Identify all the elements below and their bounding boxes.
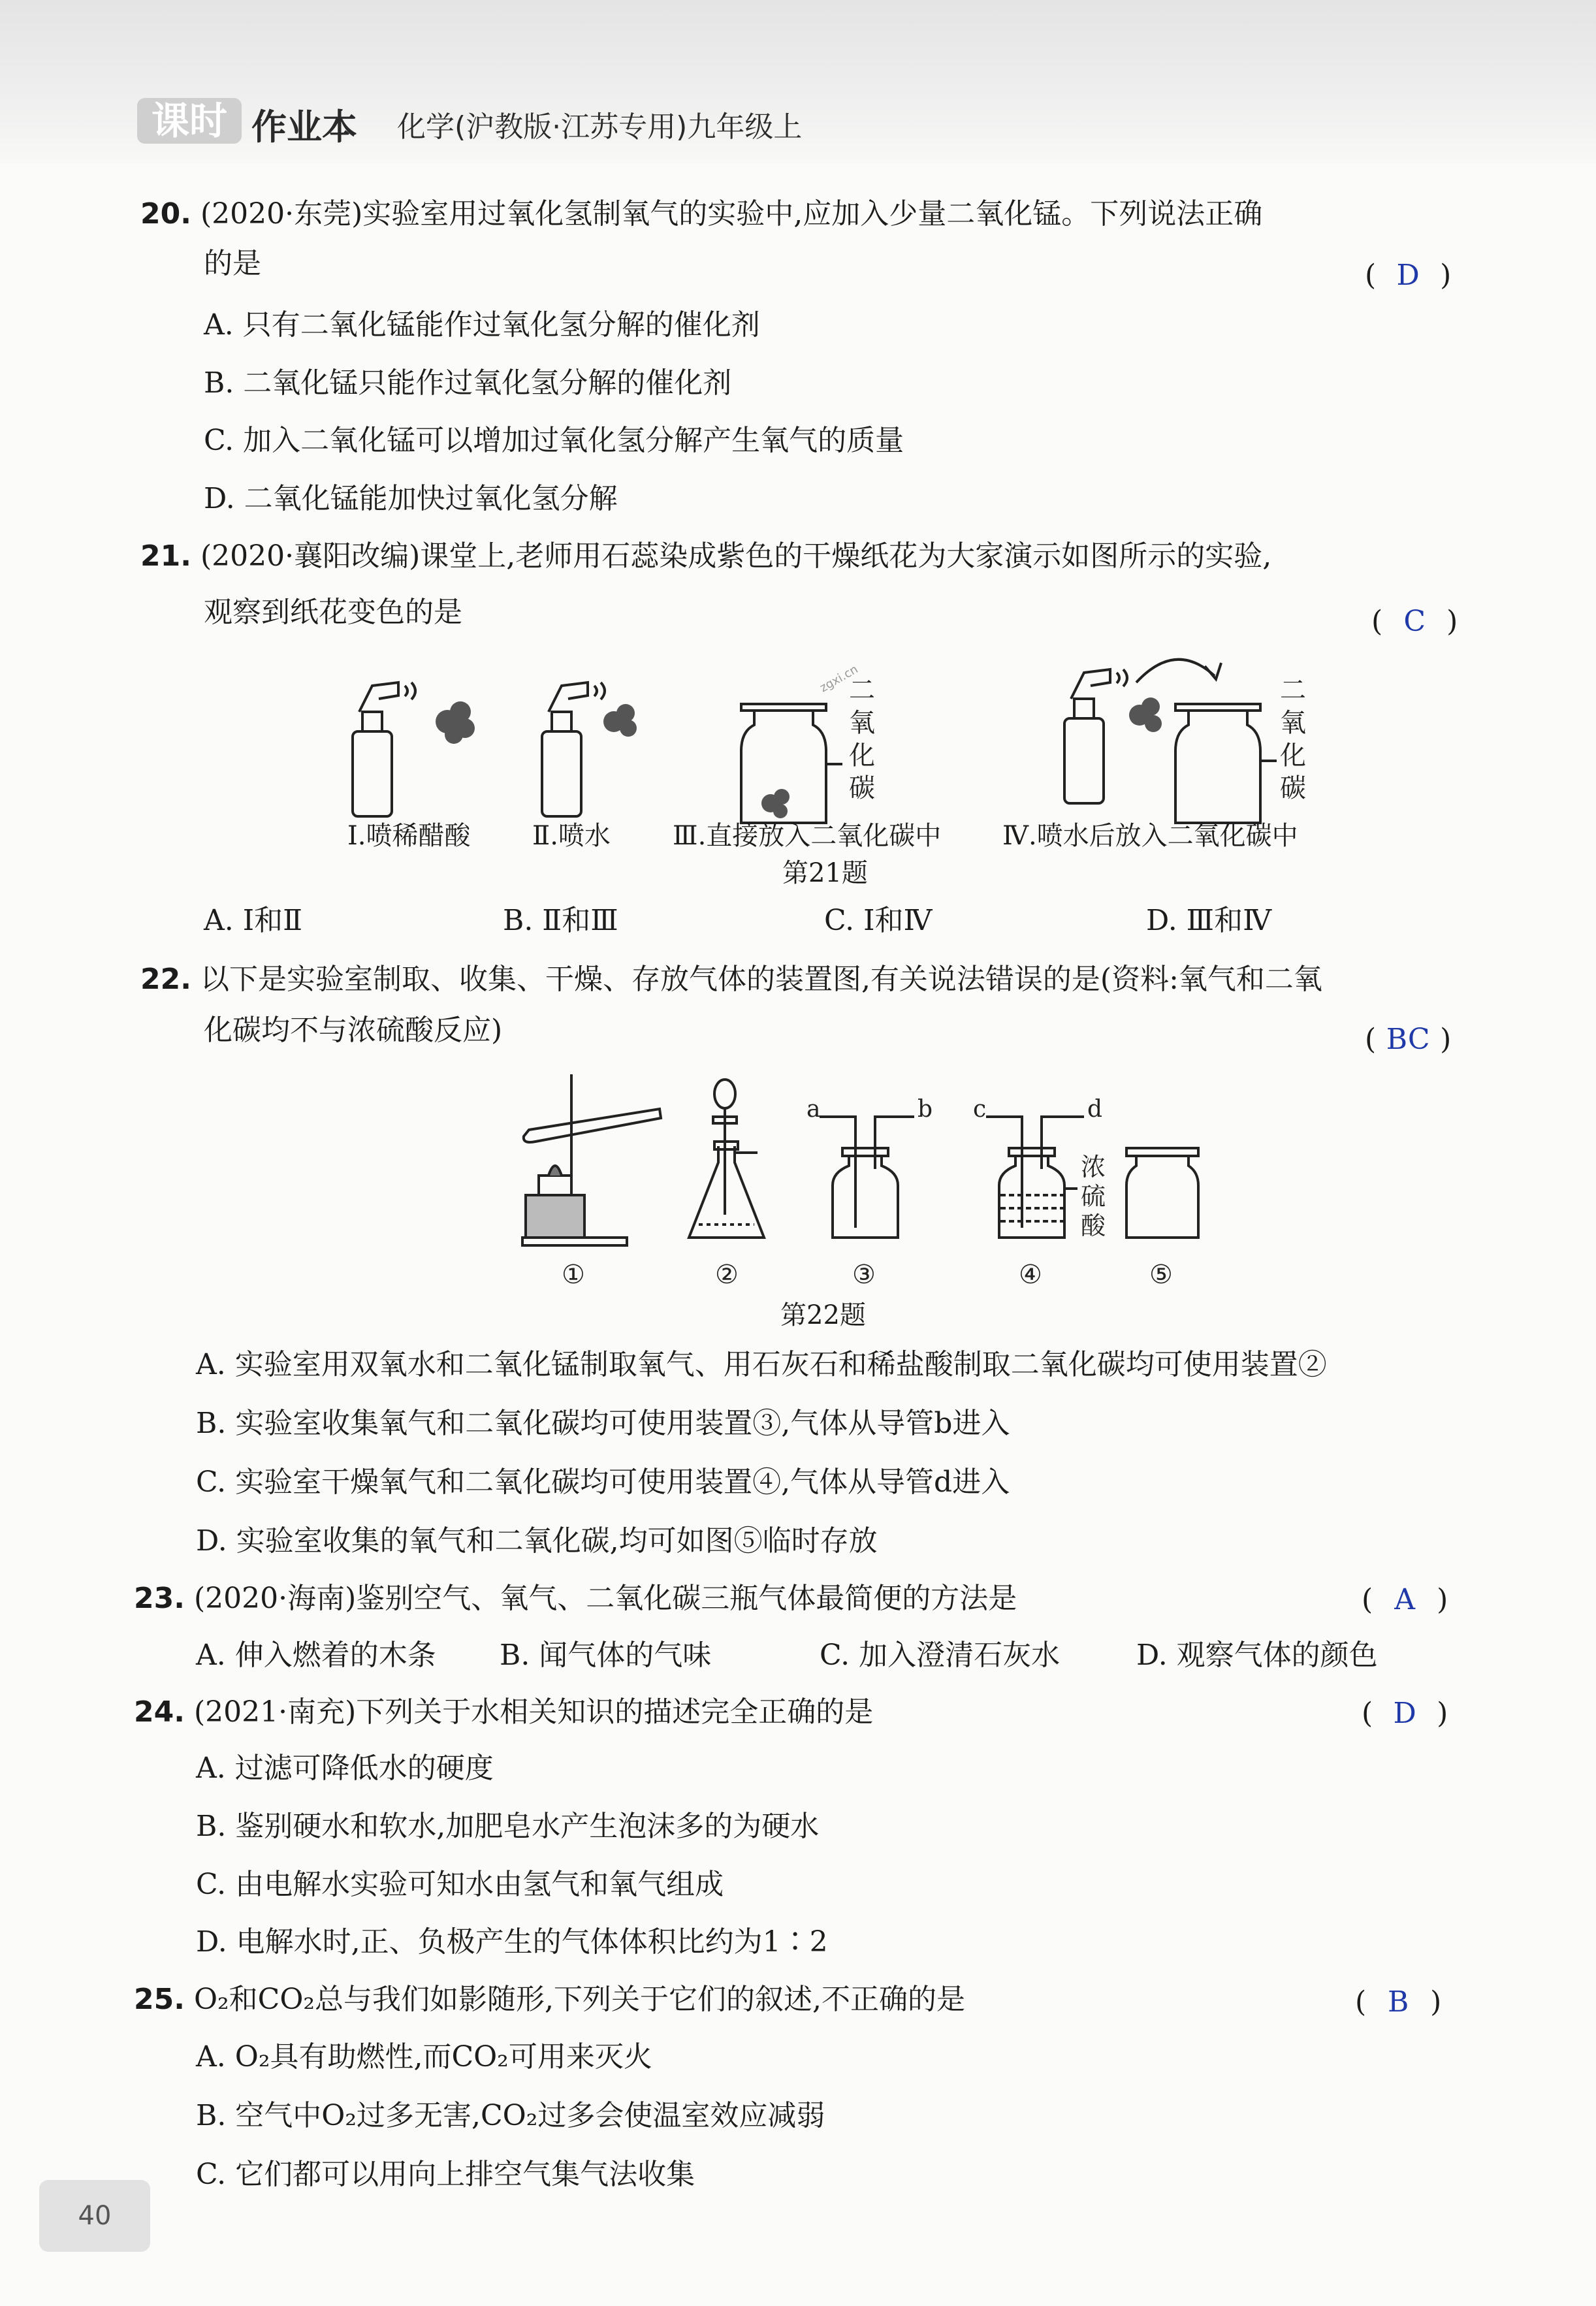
acid-label-2: 硫 <box>1081 1182 1106 1211</box>
question-number: 20. <box>140 197 191 231</box>
transfer-arrow-icon <box>1136 660 1215 682</box>
q25-option-c: C. 它们都可以用向上排空气集气法收集 <box>196 2158 695 2191</box>
q23-option-a: A. 伸入燃着的木条 <box>196 1639 436 1672</box>
q21-option-a: A. Ⅰ和Ⅱ <box>204 904 303 937</box>
question-21-stem-1 <box>140 537 1271 576</box>
question-text: (2020·海南)鉴别空气、氧气、二氧化碳三瓶气体最简便的方法是 <box>193 1582 1017 1615</box>
port-c: c <box>973 1096 987 1123</box>
q25-option-b: B. 空气中O₂过多无害,CO₂过多会使温室效应减弱 <box>196 2099 825 2132</box>
apparatus-3: ③ <box>852 1260 876 1290</box>
book-subject: 化学(沪教版·江苏专用)九年级上 <box>397 110 803 144</box>
collecting-bottle-icon <box>820 1117 914 1238</box>
book-brand: 作业本 <box>251 106 357 148</box>
gas-label-iii-2: 氧 <box>849 708 875 738</box>
question-24-answer: ( D ) <box>1362 1697 1448 1730</box>
q24-option-d: D. 电解水时,正、负极产生的气体体积比约为1∶2 <box>196 1925 828 1959</box>
q22-option-b: B. 实验室收集氧气和二氧化碳均可使用装置③,气体从导管b进入 <box>196 1407 1010 1440</box>
port-b: b <box>918 1096 933 1123</box>
answer-letter: A <box>1394 1583 1416 1616</box>
apparatus-1: ① <box>562 1260 585 1290</box>
flask-icon <box>689 1080 764 1238</box>
q21-option-c: C. Ⅰ和Ⅳ <box>824 904 933 937</box>
storage-jar-icon <box>1126 1148 1198 1238</box>
gas-jar-icon <box>1175 704 1277 823</box>
answer-letter: C <box>1403 605 1426 638</box>
question-number: 24. <box>134 1695 185 1729</box>
paper-flower-icon <box>603 704 637 737</box>
q23-option-b: B. 闻气体的气味 <box>500 1639 712 1672</box>
question-20-stem-1 <box>140 195 1262 234</box>
q20-option-a: A. 只有二氧化锰能作过氧化氢分解的催化剂 <box>204 308 760 342</box>
q22-option-a: A. 实验室用双氧水和二氧化锰制取氧气、用石灰石和稀盐酸制取二氧化碳均可使用装置② <box>196 1348 1327 1381</box>
question-22-stem-2: 化碳均不与浓硫酸反应) <box>204 1014 503 1047</box>
answer-letter: D <box>1396 259 1420 292</box>
q23-option-d: D. 观察气体的颜色 <box>1136 1639 1378 1672</box>
question-25-answer: ( B ) <box>1355 1985 1442 2019</box>
q24-option-b: B. 鉴别硬水和软水,加肥皂水产生泡沫多的为硬水 <box>196 1810 820 1843</box>
apparatus-4: ④ <box>1019 1260 1042 1290</box>
gas-jar-icon <box>741 704 842 823</box>
q20-option-b: B. 二氧化锰只能作过氧化氢分解的催化剂 <box>204 366 732 400</box>
figure-22 <box>509 1065 1202 1290</box>
spray-bottle-icon <box>353 682 415 816</box>
drying-bottle-icon <box>986 1117 1084 1238</box>
paper-flower-icon <box>1129 697 1162 732</box>
spray-bottle-icon <box>542 682 605 816</box>
figure-22-caption: 第22题 <box>780 1300 866 1330</box>
q24-option-a: A. 过滤可降低水的硬度 <box>196 1752 494 1785</box>
page-header <box>0 0 1596 163</box>
figure-21-label-1: Ⅰ.喷稀醋酸 <box>347 821 471 851</box>
question-23-answer: ( A ) <box>1362 1583 1448 1616</box>
gas-label-iv-2: 氧 <box>1280 708 1306 738</box>
figure-21-label-3: Ⅲ.直接放入二氧化碳中 <box>673 821 942 851</box>
apparatus-2: ② <box>715 1260 739 1290</box>
question-22-stem-1 <box>140 960 1322 999</box>
question-20-answer: ( D ) <box>1365 259 1452 292</box>
question-21-stem-2: 观察到纸花变色的是 <box>204 596 462 629</box>
spray-bottle-icon <box>1064 669 1127 803</box>
question-23-stem <box>134 1579 1017 1618</box>
question-text: (2021·南充)下列关于水相关知识的描述完全正确的是 <box>193 1695 874 1729</box>
answer-letter: D <box>1393 1697 1416 1730</box>
q20-option-c: C. 加入二氧化锰可以增加过氧化氢分解产生氧气的质量 <box>204 424 904 457</box>
figure-21-watermark: zgxi.cn <box>818 662 861 696</box>
answer-letter: B <box>1387 1985 1409 2019</box>
q20-option-d: D. 二氧化锰能加快过氧化氢分解 <box>204 482 618 515</box>
q22-option-c: C. 实验室干燥氧气和二氧化碳均可使用装置④,气体从导管d进入 <box>196 1465 1010 1499</box>
question-number: 21. <box>140 539 191 573</box>
figure-21-caption: 第21题 <box>782 858 868 888</box>
heating-apparatus-icon <box>522 1074 661 1245</box>
gas-label-iv-3: 化 <box>1280 741 1306 771</box>
question-24-stem <box>134 1693 873 1732</box>
question-number: 25. <box>134 1983 185 2016</box>
q24-option-c: C. 由电解水实验可知水由氢气和氧气组成 <box>196 1868 724 1901</box>
question-21-answer: ( C ) <box>1371 605 1458 638</box>
answer-letter: BC <box>1386 1023 1430 1056</box>
acid-label-3: 酸 <box>1081 1211 1106 1240</box>
port-a: a <box>806 1096 821 1123</box>
gas-label-iv-4: 碳 <box>1280 773 1306 803</box>
question-20-stem-2: 的是 <box>204 247 261 280</box>
question-text: O₂和CO₂总与我们如影随形,下列关于它们的叙述,不正确的是 <box>193 1983 966 2016</box>
question-text: (2020·襄阳改编)课堂上,老师用石蕊染成紫色的干燥纸花为大家演示如图所示的实验, <box>200 539 1272 573</box>
port-d: d <box>1087 1096 1103 1123</box>
q21-option-d: D. Ⅲ和Ⅳ <box>1146 904 1272 937</box>
q22-option-d: D. 实验室收集的氧气和二氧化碳,均可如图⑤临时存放 <box>196 1524 878 1558</box>
book-logo: 课时 <box>137 98 242 144</box>
gas-label-iii-1: 二 <box>849 675 875 705</box>
q25-option-a: A. O₂具有助燃性,而CO₂可用来灭火 <box>196 2040 652 2074</box>
question-number: 22. <box>140 963 191 996</box>
question-number: 23. <box>134 1582 185 1615</box>
q23-option-c: C. 加入澄清石灰水 <box>820 1639 1061 1672</box>
gas-label-iii-3: 化 <box>849 741 875 771</box>
figure-21-label-4: Ⅳ.喷水后放入二氧化碳中 <box>1002 821 1298 851</box>
question-text: 以下是实验室制取、收集、干燥、存放气体的装置图,有关说法错误的是(资料:氧气和二氧 <box>200 963 1322 996</box>
gas-label-iv-1: 二 <box>1280 675 1306 705</box>
question-25-stem <box>134 1980 965 2019</box>
question-text: (2020·东莞)实验室用过氧化氢制氧气的实验中,应加入少量二氧化锰。下列说法正确 <box>200 197 1263 231</box>
gas-label-iii-4: 碳 <box>849 773 875 803</box>
page-number: 40 <box>39 2180 150 2252</box>
acid-label-1: 浓 <box>1081 1153 1106 1181</box>
paper-flower-icon <box>761 789 790 818</box>
q21-option-b: B. Ⅱ和Ⅲ <box>503 904 618 937</box>
apparatus-5: ⑤ <box>1149 1260 1173 1290</box>
figure-21-label-2: Ⅱ.喷水 <box>532 821 611 851</box>
paper-flower-icon <box>436 701 475 744</box>
question-22-answer: ( BC ) <box>1365 1023 1452 1056</box>
